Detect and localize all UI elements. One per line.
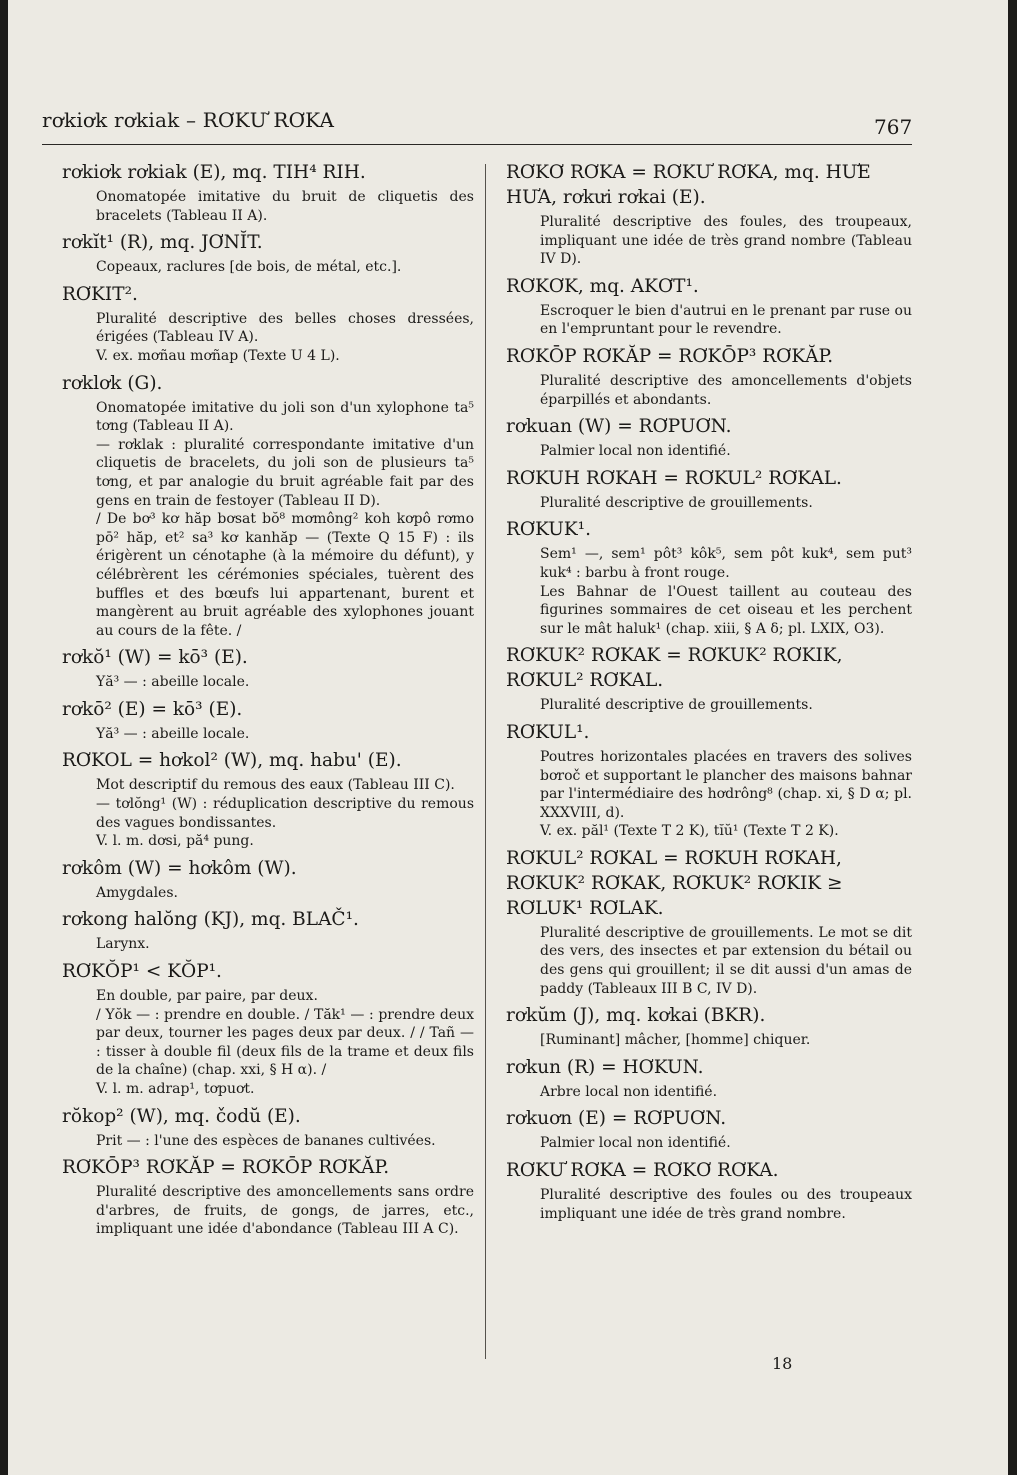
dictionary-entry (62, 1155, 474, 1239)
entry-headword: RƠKUK² RƠKAK = RƠKUK² RƠKIK, RƠKUL² RƠKAL. (506, 645, 843, 692)
entry-definition: Poutres horizontales placées en travers des solives bơroč et supportant le plancher des maisons bahnar par l'intermédiaire des hơdrông⁸ (chap. xi, § D α; pl. XXXVIII, d). (540, 748, 912, 821)
entry-definition: V. l. m. adrap¹, tơpuơt. (96, 1081, 255, 1097)
entry-definition: Sem¹ —, sem¹ pôt³ kôk⁵, sem pôt kuk⁴, sem put³ kuk⁴ : barbu à front rouge. (540, 546, 912, 581)
dictionary-entry (62, 748, 474, 850)
entry-headword: RƠKƯ RƠKA = RƠKƠ RƠKA. (506, 1160, 779, 1182)
entry-definition: Pluralité descriptive de grouillements. Le mot se dit des vers, des insectes et par extension du bétail ou des gens qui grouillent; il se dit aussi d'un amas de paddy (Tableaux III B C, IV D). (540, 924, 912, 997)
entry-headword: rơkong halŏng (KJ), mq. BLAČ¹. (62, 909, 359, 931)
entry-definition: Les Bahnar de l'Ouest taillent au couteau des figurines sommaires de cet oiseau et les perchent sur le mât haluk¹ (chap. xiii, § A δ; pl. LXIX, O3). (540, 583, 912, 637)
entry-definition: Palmier local non identifié. (540, 443, 731, 460)
entry-definition: Yă³ — : abeille locale. (96, 725, 250, 742)
entry-definition: V. l. m. dơsi, pă⁴ pung. (96, 833, 254, 850)
entry-headword: rơkŭm (J), mq. kơkai (BKR). (506, 1005, 766, 1027)
entry-headword: RƠKUL¹. (506, 721, 590, 743)
dictionary-page (8, 0, 1008, 1475)
entry-headword: RƠKƠ RƠKA = RƠKƯ RƠKA, mq. HƯE HƯA, rơkưi rơkai (E). (506, 162, 871, 208)
entry-definition: Prit — : l'une des espèces de bananes cultivées. (96, 1132, 436, 1149)
entry-definition: Yă³ — : abeille locale. (96, 674, 250, 691)
entry-definition: Onomatopée imitative du bruit de cliquetis des bracelets (Tableau II A). (96, 189, 474, 224)
left-column (62, 160, 474, 1244)
entry-headword: RƠKUH RƠKAH = RƠKUL² RƠKAL. (506, 467, 842, 489)
running-head: rơkiơk rơkiak – RƠKƯ RƠKA (42, 108, 335, 132)
entry-definition: Pluralité descriptive des foules ou des troupeaux impliquant une idée de très grand nombre. (540, 1187, 912, 1222)
entry-definition: Pluralité descriptive des belles choses dressées, érigées (Tableau IV A). (96, 310, 474, 346)
entry-headword: rơklơk (G). (62, 372, 163, 394)
entry-definition: / De bơ³ kơ hăp bơsat bŏ⁸ mơmông² koh kơpô rơmo pō² hăp, et² sa³ kơ kanhăp — (Texte Q 15 F) : ils érigèrent un cénotaphe (à la mémoire du défunt), y célébrèrent les cérémonies spéciales, tuèrent des buffles et des bœufs lui appartenant, burent et mangèrent au bruit agréable des xylophones jouant au cours de la fête. / (96, 511, 474, 639)
entry-definition: — rơklak : pluralité correspondante imitative d'un cliquetis de bracelets, du joli son de plusieurs ta⁵ tơng, et par analogie du bruit agréable fait par des gens en train de festoyer (Tableau II D). (96, 436, 474, 509)
entry-definition: V. ex. păl¹ (Texte T 2 K), tĭŭ¹ (Texte T 2 K). (540, 823, 839, 840)
dictionary-entry (62, 230, 474, 277)
dictionary-entry (506, 720, 912, 841)
dictionary-entry (506, 414, 912, 461)
entry-definition: Larynx. (96, 936, 150, 953)
dictionary-entry (62, 645, 474, 692)
entry-definition: Palmier local non identifié. (540, 1135, 731, 1152)
dictionary-entry (62, 907, 474, 954)
signature-mark: 18 (772, 1354, 793, 1373)
dictionary-entry (506, 1106, 912, 1153)
dictionary-entry (506, 517, 912, 638)
dictionary-entry (506, 466, 912, 513)
column-divider (485, 164, 486, 1359)
entry-definition: Pluralité descriptive des amoncellements sans ordre d'arbres, de fruits, de gongs, de jarres, etc., impliquant une idée d'abondance (Tableau III A C). (96, 1184, 474, 1238)
entry-definition: Amygdales. (96, 884, 178, 901)
entry-definition: [Ruminant] mâcher, [homme] chiquer. (540, 1032, 811, 1049)
entry-definition: En double, par paire, par deux. (96, 988, 318, 1005)
entry-headword: RƠKŌP RƠKĂP = RƠKŌP³ RƠKĂP. (506, 345, 834, 367)
entry-definition: Copeaux, raclures [de bois, de métal, etc.]. (96, 259, 402, 276)
entry-headword: RƠKIT². (62, 283, 138, 305)
dictionary-entry (62, 282, 474, 366)
entry-headword: rơkun (R) = HƠKUN. (506, 1056, 704, 1078)
entry-definition: Pluralité descriptive des foules, des troupeaux, impliquant une idée de très grand nombre (Tableau IV D). (540, 214, 912, 268)
entry-headword: RƠKUL² RƠKAL = RƠKUH RƠKAH, RƠKUK² RƠKAK, RƠKUK² RƠKIK ≥ RƠLUK¹ RƠLAK. (506, 847, 843, 919)
entry-headword: RƠKŎP¹ < KŎP¹. (62, 961, 222, 983)
entry-definition: Mot descriptif du remous des eaux (Tableau III C). (96, 777, 455, 794)
entry-headword: RƠKƠK, mq. AKƠT¹. (506, 275, 699, 297)
entry-definition: / Yŏk — : prendre en double. / Tăk¹ — : prendre deux par deux, tourner les pages deux par deux. / / Tañ — : tisser à double fil (deux fils de la trame et deux fils de la chaîne) (chap. xxi, § H α). / (96, 1006, 474, 1079)
entry-headword: rơkuan (W) = RƠPUƠN. (506, 416, 732, 438)
dictionary-entry (506, 643, 912, 715)
entry-headword: rơkĭt¹ (R), mq. JƠNĬT. (62, 232, 263, 254)
right-column (506, 160, 912, 1228)
page-number: 767 (874, 115, 913, 139)
entry-definition: Escroquer le bien d'autrui en le prenant par ruse ou en l'empruntant pour le revendre. (540, 302, 912, 338)
header-rule (42, 144, 912, 145)
entry-definition: Pluralité descriptive des amoncellements d'objets éparpillés et abondants. (540, 372, 912, 408)
entry-definition: Arbre local non identifié. (540, 1083, 718, 1100)
dictionary-entry (62, 856, 474, 903)
entry-definition: — tơlŏng¹ (W) : réduplication descriptive du remous des vagues bondissantes. (96, 796, 474, 831)
dictionary-entry (506, 1003, 912, 1050)
entry-definition: Pluralité descriptive de grouillements. (540, 697, 813, 714)
entry-headword: RƠKUK¹. (506, 519, 591, 541)
entry-headword: RƠKŌP³ RƠKĂP = RƠKŌP RƠKĂP. (62, 1157, 390, 1179)
entry-headword: rơkuơn (E) = RƠPUƠN. (506, 1108, 727, 1130)
dictionary-entry (506, 1055, 912, 1102)
dictionary-entry (506, 160, 912, 269)
dictionary-entry (506, 1158, 912, 1223)
dictionary-entry (62, 371, 474, 641)
dictionary-entry (506, 274, 912, 339)
entry-headword: rơkŏ¹ (W) = kō³ (E). (62, 647, 248, 669)
entry-headword: rŏkop² (W), mq. čodŭ (E). (62, 1105, 301, 1127)
dictionary-entry (62, 1104, 474, 1151)
dictionary-entry (506, 846, 912, 998)
entry-headword: RƠKOL = hơkol² (W), mq. habu' (E). (62, 750, 402, 772)
entry-definition: Pluralité descriptive de grouillements. (540, 494, 813, 511)
entry-headword: rơkō² (E) = kō³ (E). (62, 698, 243, 720)
entry-definition: V. ex. mơñau mơñap (Texte U 4 L). (96, 347, 340, 364)
entry-headword: rơkôm (W) = hơkôm (W). (62, 857, 297, 879)
dictionary-entry (506, 344, 912, 409)
entry-headword: rơkiơk rơkiak (E), mq. TIH⁴ RIH. (62, 162, 366, 183)
dictionary-entry (62, 959, 474, 1099)
dictionary-entry (62, 160, 474, 225)
dictionary-entry (62, 697, 474, 744)
entry-definition: Onomatopée imitative du joli son d'un xylophone ta⁵ tơng (Tableau II A). (96, 399, 474, 435)
